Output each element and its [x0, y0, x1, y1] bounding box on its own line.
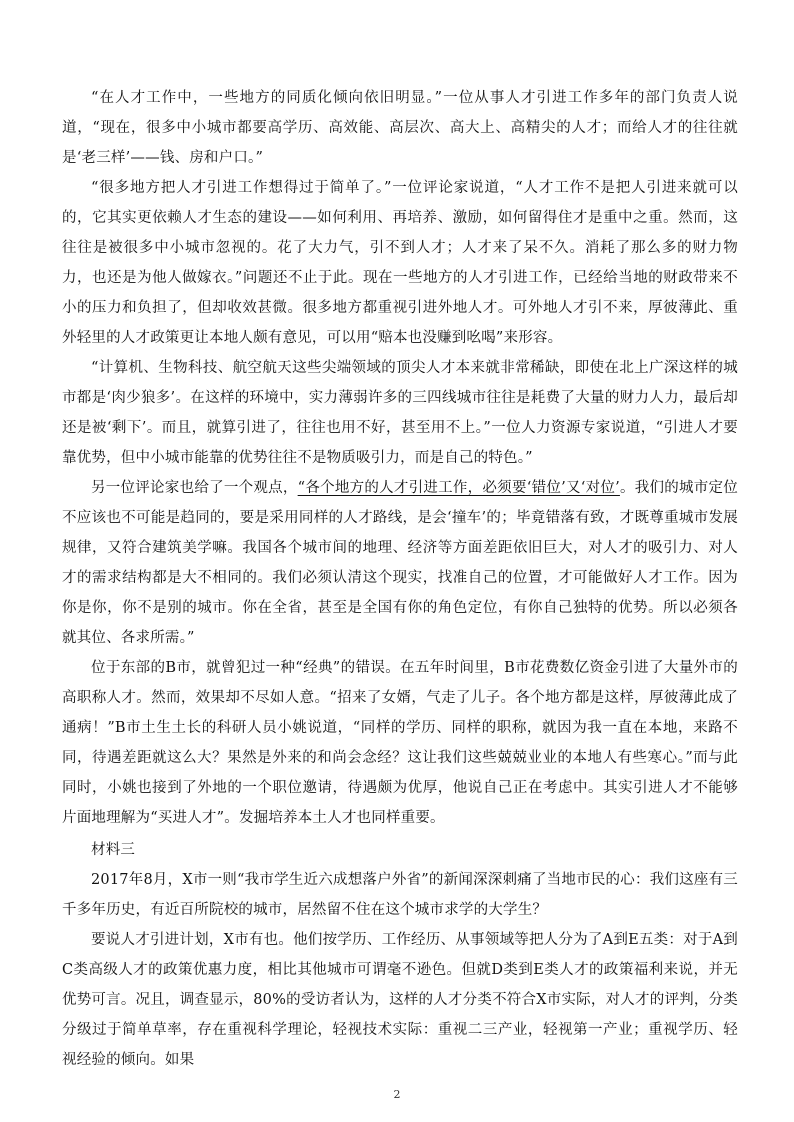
- document-body: [62, 83, 738, 1075]
- paragraph-4-rest: 。我们的城市定位不应该也不可能是趋同的，要是采用同样的人才路线，是会‘撞车’的；毕竟错落有致，才既尊重城市发展规律，又符合建筑美学嘛。我国各个城市间的地理、经济等方面差距依旧巨大，对人才的吸引力、对人才的需求结构都是大不相同的。我们必须认清这个现实，找准自己的位置，才可能做好人才工作。因为你是你，你不是别的城市。你在全省，甚至是全国有你的角色定位，有你自己独特的优势。所以必须各就其位、各求所需。”: [62, 480, 738, 646]
- paragraph-7: 要说人才引进计划，X市有也。他们按学历、工作经历、从事领域等把人分为了A到E五类：对于A到C类高级人才的政策优惠力度，相比其他城市可谓毫不逊色。但就D类到E类人才的政策福利来说，并无优势可言。况且，调查显示，80%的受访者认为，这样的人才分类不符合X市实际，对人才的评判，分类分级过于简单草率，存在重视科学理论，轻视技术实际：重视二三产业，轻视第一产业；重视学历、轻视经验的倾向。如果: [62, 932, 738, 1068]
- paragraph-4: [62, 473, 738, 653]
- paragraph-6: 2017年8月，X市一则“我市学生近六成想落户外省”的新闻深深刺痛了当地市民的心：我们这座有三千多年历史，有近百所院校的城市，居然留不住在这个城市求学的大学生？: [62, 872, 738, 918]
- underlined-quote: “各个地方的人才引进工作，必须要‘错位’又‘对位’: [297, 480, 620, 496]
- paragraph-1: “在人才工作中，一些地方的同质化倾向依旧明显。”一位从事人才引进工作多年的部门负责人说道，“现在，很多中小城市都要高学历、高效能、高层次、高大上、高精尖的人才；而给人才的往往就是‘老三样’——钱、房和户口。”: [62, 90, 738, 166]
- paragraph-2: “很多地方把人才引进工作想得过于简单了。”一位评论家说道，“人才工作不是把人引进来就可以的，它其实更依赖人才生态的建设——如何利用、再培养、激励，如何留得住才是重中之重。然而，这往往是被很多中小城市忽视的。花了大力气，引不到人才；人才来了呆不久。消耗了那么多的财力物力，也还是为他人做嫁衣。”问题还不止于此。现在一些地方的人才引进工作，已经给当地的财政带来不小的压力和负担了，但却收效甚微。很多地方都重视引进外地人才。可外地人才引不来，厚彼薄此、重外轻里的人才政策更让本地人颇有意见，可以用“赔本也没赚到吆喝”来形容。: [62, 180, 738, 346]
- paragraph-5: 位于东部的B市，就曾犯过一种“经典”的错误。在五年时间里，B市花费数亿资金引进了大量外市的高职称人才。然而，效果却不尽如人意。“招来了女婿，气走了儿子。各个地方都是这样，厚彼薄此成了通病！”B市土生土长的科研人员小姚说道，“同样的学历、同样的职称，就因为我一直在本地，来路不同，待遇差距就这么大？果然是外来的和尚会念经？这让我们这些兢兢业业的本地人有些寒心。”而与此同时，小姚也接到了外地的一个职位邀请，待遇颇为优厚，他说自己正在考虑中。其实引进人才不能够片面地理解为“买进人才”。发掘培养本土人才也同样重要。: [62, 660, 738, 826]
- section-heading-material-3: 材料三: [91, 842, 136, 858]
- paragraph-4-lead: 另一位评论家也给了一个观点，: [91, 480, 298, 496]
- paragraph-3: “计算机、生物科技、航空航天这些尖端领域的顶尖人才本来就非常稀缺，即使在北上广深这样的城市都是‘肉少狼多’。在这样的环境中，实力薄弱许多的三四线城市往往是耗费了大量的财力人力，最后却还是被‘剩下’。而且，就算引进了，往往也用不好，甚至用不上。”一位人力资源专家说道，“引进人才要靠优势，但中小城市能靠的优势往往不是物质吸引力，而是自己的特色。”: [62, 360, 738, 466]
- page-number: 2: [393, 1088, 401, 1101]
